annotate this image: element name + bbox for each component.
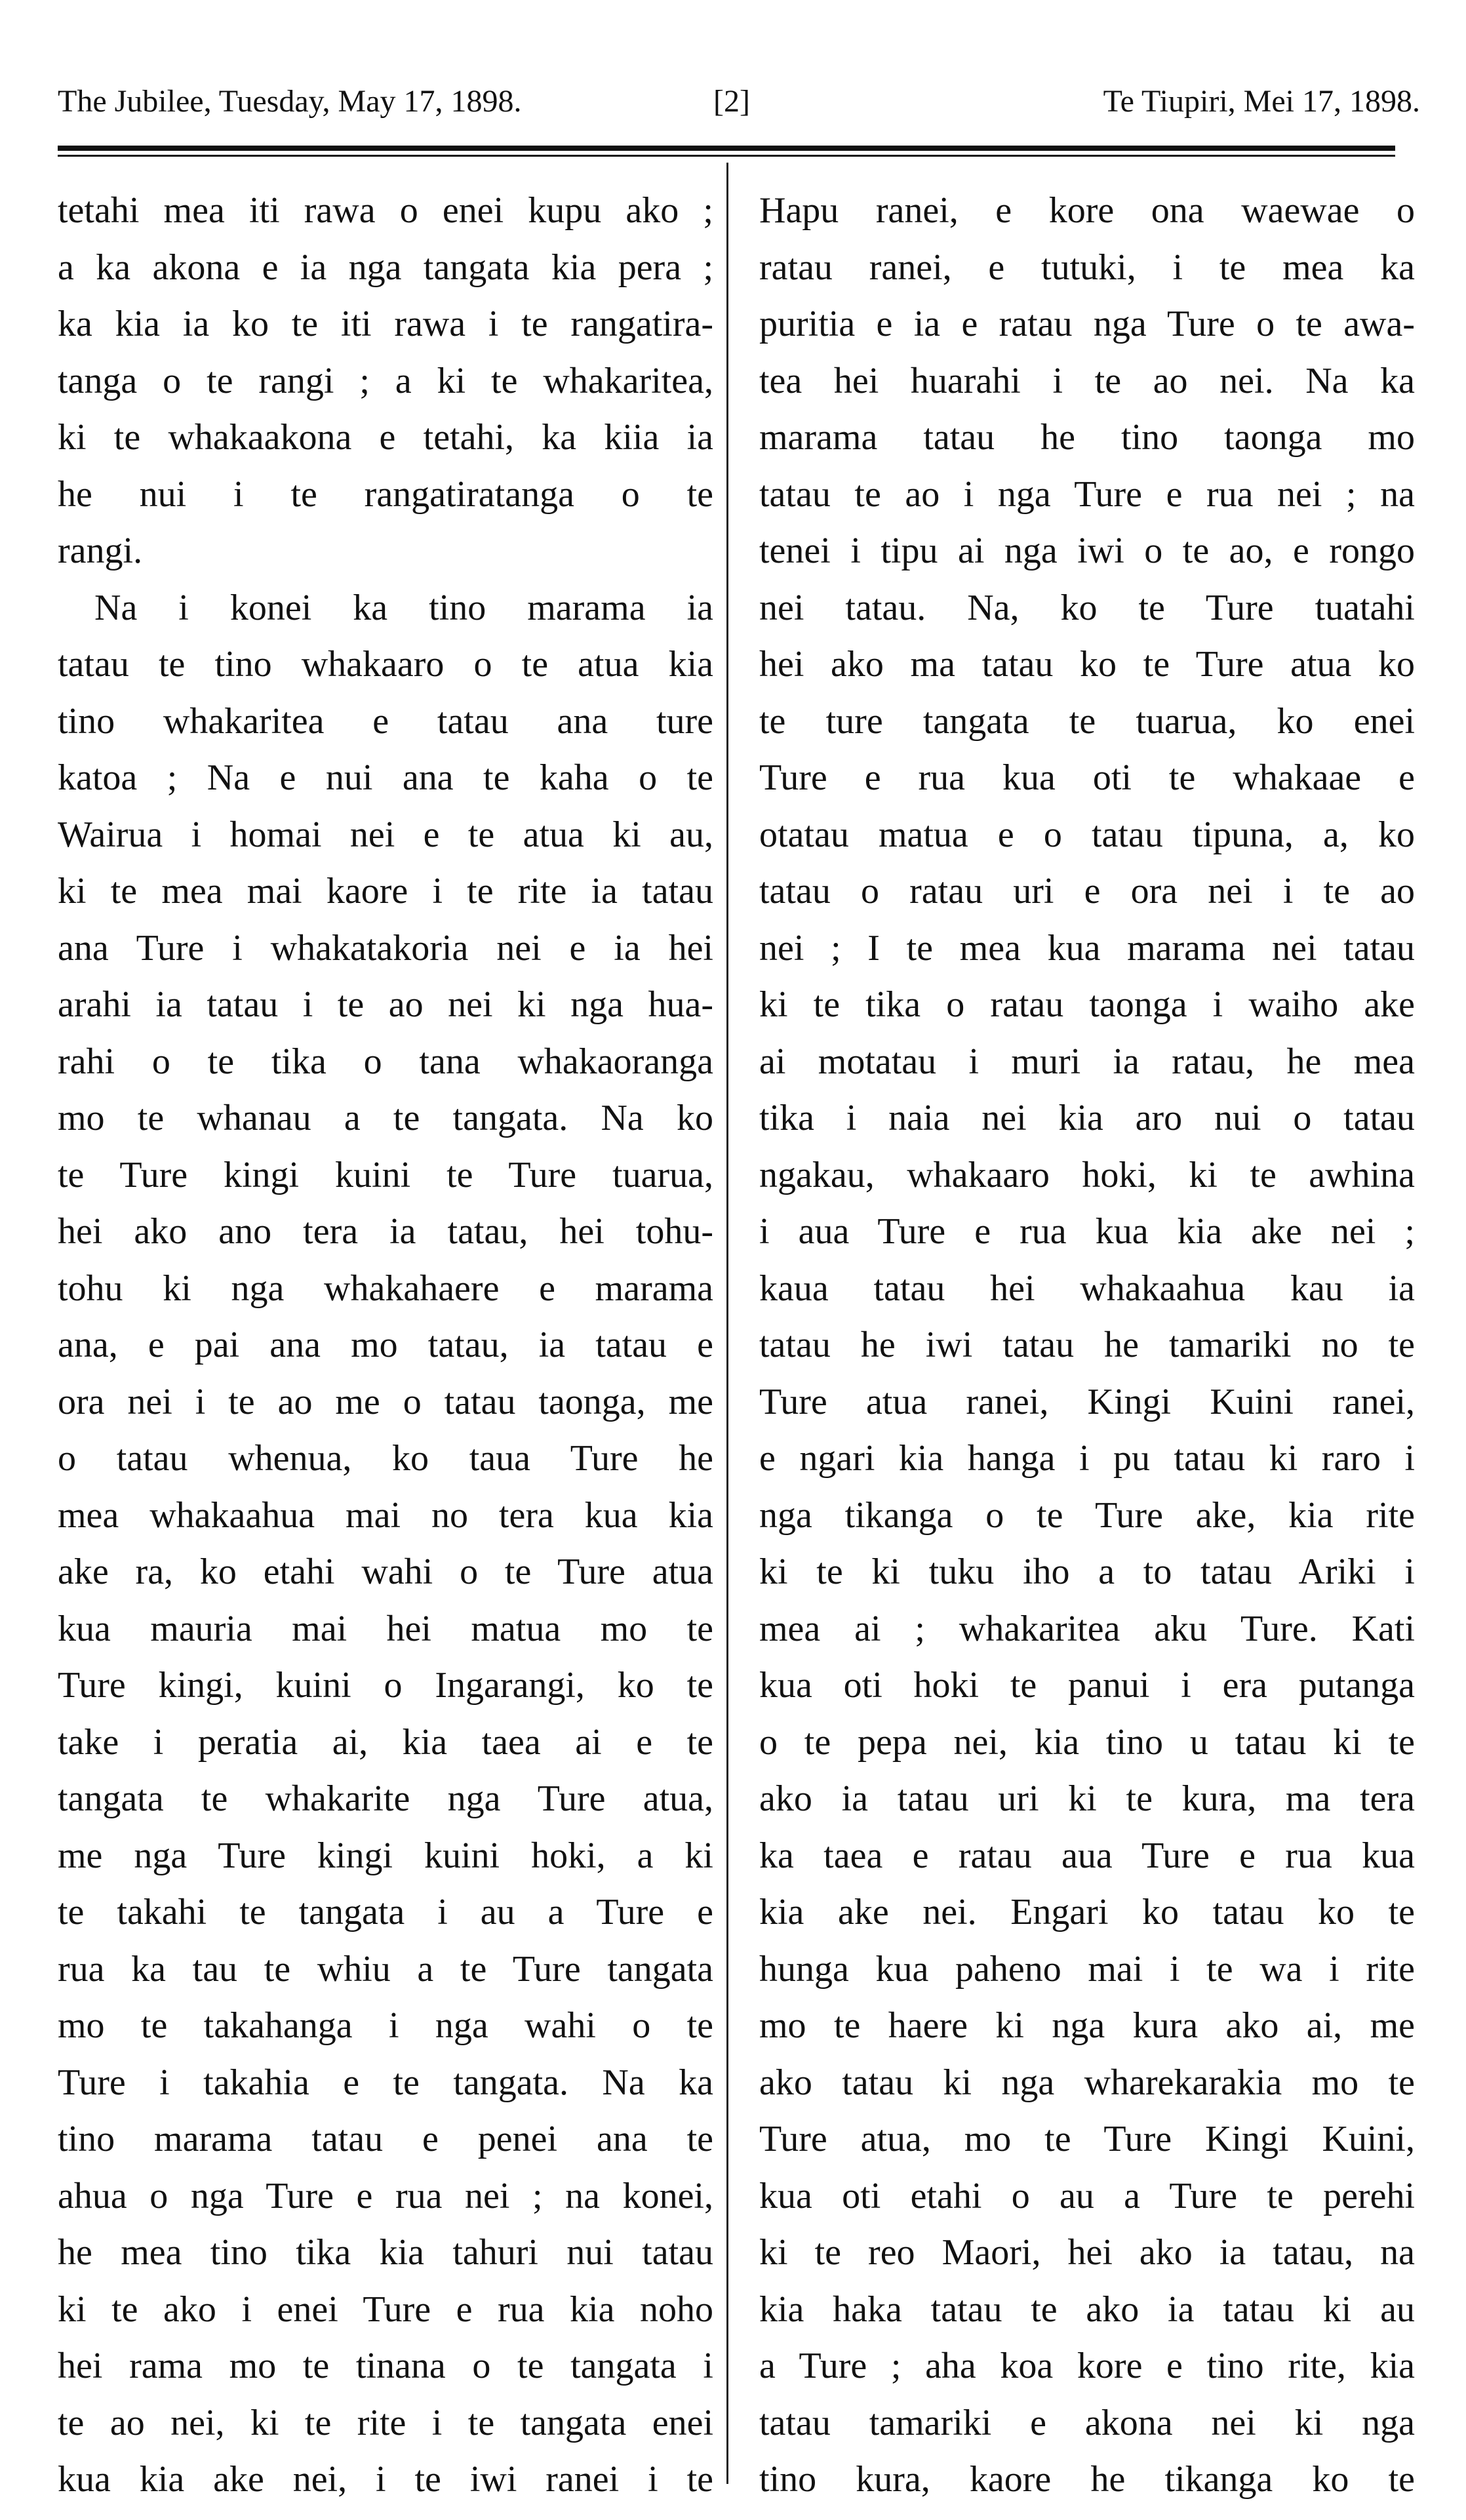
header-rule-thick (58, 146, 1395, 151)
header-rule-thin (58, 155, 1395, 157)
text-line: kua mauria mai hei matua mo te (58, 1608, 713, 1649)
text-line: rua ka tau te whiu a te Ture tangata (58, 1948, 713, 1990)
text-line: tatau tamariki e akona nei ki nga (759, 2402, 1415, 2443)
text-line: tatau he iwi tatau he tamariki no te (759, 1325, 1415, 1365)
page-number: [2] (713, 84, 750, 119)
text-line: ora nei i te ao me o tatau taonga, me (58, 1381, 713, 1422)
text-line: tatau o ratau uri e ora nei i te ao (759, 871, 1415, 911)
text-line: te takahi te tangata i au a Ture e (58, 1892, 713, 1932)
text-line: ratau ranei, e tutuki, i te mea ka (759, 247, 1415, 288)
text-line: kia haka tatau te ako ia tatau ki au (759, 2289, 1415, 2330)
text-line: ana Ture i whakatakoria nei e ia hei (58, 927, 713, 969)
text-line: tatau te ao i nga Ture e rua nei ; na (759, 473, 1415, 515)
text-line: mo te haere ki nga kura ako ai, me (759, 2005, 1415, 2046)
text-line: Wairua i homai nei e te atua ki au, (58, 814, 713, 855)
text-line: ki te ako i enei Ture e rua kia noho (58, 2289, 713, 2330)
text-line: mea whakaahua mai no tera kua kia (58, 1494, 713, 1536)
text-line: ana, e pai ana mo tatau, ia tatau e (58, 1325, 713, 1365)
text-line: ka kia ia ko te iti rawa i te rangatira- (58, 304, 713, 344)
text-line: hei rama mo te tinana o te tangata i (58, 2346, 713, 2386)
text-line: te ao nei, ki te rite i te tangata enei (58, 2402, 713, 2443)
text-line: ka taea e ratau aua Ture e rua kua (759, 1835, 1415, 1876)
text-line: ake ra, ko etahi wahi o te Ture atua (58, 1551, 713, 1592)
text-line: me nga Ture kingi kuini hoki, a ki (58, 1835, 713, 1876)
text-line: tetahi mea iti rawa o enei kupu ako ; (58, 190, 713, 231)
text-line: tino whakaritea e tatau ana ture (58, 700, 713, 742)
text-line: kua oti hoki te panui i era putanga (759, 1665, 1415, 1706)
text-line: kua kia ake nei, i te iwi ranei i te (58, 2459, 713, 2500)
text-line: tanga o te rangi ; a ki te whakaritea, (58, 360, 713, 401)
text-line: kua oti etahi o au a Ture te perehi (759, 2175, 1415, 2216)
text-line: he mea tino tika kia tahuri nui tatau (58, 2232, 713, 2273)
right-column (759, 182, 1415, 2508)
text-line: a ka akona e ia nga tangata kia pera ; (58, 247, 713, 288)
header-maori-title: Te Tiupiri, Mei 17, 1898. (1103, 84, 1420, 119)
text-line: kia ake nei. Engari ko tatau ko te (759, 1892, 1415, 1932)
text-line: Ture atua ranei, Kingi Kuini ranei, (759, 1381, 1415, 1422)
text-line: o tatau whenua, ko taua Ture he (58, 1438, 713, 1479)
text-line: e ngari kia hanga i pu tatau ki raro i (759, 1438, 1415, 1479)
text-line: rangi. (58, 530, 143, 571)
text-line: nga tikanga o te Ture ake, kia rite (759, 1494, 1415, 1536)
text-line: arahi ia tatau i te ao nei ki nga hua- (58, 984, 713, 1025)
text-line: i aua Ture e rua kua kia ake nei ; (759, 1211, 1415, 1252)
text-line: marama tatau he tino taonga mo (759, 417, 1415, 458)
header-english-title: The Jubilee, Tuesday, May 17, 1898. (58, 84, 522, 119)
text-line: tino marama tatau e penei ana te (58, 2119, 713, 2159)
text-line: ako ia tatau uri ki te kura, ma tera (759, 1778, 1415, 1819)
text-line: o te pepa nei, kia tino u tatau ki te (759, 1721, 1415, 1763)
text-line: nei ; I te mea kua marama nei tatau (759, 927, 1415, 969)
text-line: tenei i tipu ai nga iwi o te ao, e rongo (759, 530, 1415, 571)
text-line: ki te whakaakona e tetahi, ka kiia ia (58, 417, 713, 458)
text-line: nei tatau. Na, ko te Ture tuatahi (759, 587, 1415, 628)
text-line: Hapu ranei, e kore ona waewae o (759, 190, 1415, 231)
text-line: Ture i takahia e te tangata. Na ka (58, 2062, 713, 2103)
text-line: tea hei huarahi i te ao nei. Na ka (759, 360, 1415, 401)
left-column (58, 182, 713, 2508)
text-line: tatau te tino whakaaro o te atua kia (58, 644, 713, 685)
text-line: Ture atua, mo te Ture Kingi Kuini, (759, 2119, 1415, 2159)
text-line: tangata te whakarite nga Ture atua, (58, 1778, 713, 1819)
text-line: ako tatau ki nga wharekarakia mo te (759, 2062, 1415, 2103)
text-line: te Ture kingi kuini te Ture tuarua, (58, 1154, 713, 1195)
text-line: hei ako ano tera ia tatau, hei tohu- (58, 1211, 713, 1252)
text-line: ngakau, whakaaro hoki, ki te awhina (759, 1154, 1415, 1195)
text-line: hei ako ma tatau ko te Ture atua ko (759, 644, 1415, 685)
text-line: ki te ki tuku iho a to tatau Ariki i (759, 1551, 1415, 1592)
text-line: puritia e ia e ratau nga Ture o te awa- (759, 304, 1415, 344)
text-line: ahua o nga Ture e rua nei ; na konei, (58, 2175, 713, 2216)
text-line: otatau matua e o tatau tipuna, a, ko (759, 814, 1415, 855)
text-line: tino kura, kaore he tikanga ko te (759, 2459, 1415, 2500)
column-divider (726, 163, 728, 2484)
text-line: a Ture ; aha koa kore e tino rite, kia (759, 2346, 1415, 2386)
text-line: take i peratia ai, kia taea ai e te (58, 1721, 713, 1763)
text-line: Ture kingi, kuini o Ingarangi, ko te (58, 1665, 713, 1706)
page-header (58, 79, 1420, 125)
text-line: te ture tangata te tuarua, ko enei (759, 700, 1415, 742)
text-line: tohu ki nga whakahaere e marama (58, 1268, 713, 1309)
text-line: ki te tika o ratau taonga i waiho ake (759, 984, 1415, 1025)
text-line: ai motatau i muri ia ratau, he mea (759, 1041, 1415, 1082)
text-line: hunga kua paheno mai i te wa i rite (759, 1948, 1415, 1990)
text-line: ki te reo Maori, hei ako ia tatau, na (759, 2232, 1415, 2273)
text-line: rahi o te tika o tana whakaoranga (58, 1041, 713, 1082)
text-line: he nui i te rangatiratanga o te (58, 473, 713, 515)
text-line: Na i konei ka tino marama ia (94, 587, 713, 628)
text-line: tika i naia nei kia aro nui o tatau (759, 1098, 1415, 1138)
text-line: Ture e rua kua oti te whakaae e (759, 757, 1415, 798)
text-line: ki te mea mai kaore i te rite ia tatau (58, 871, 713, 911)
text-line: katoa ; Na e nui ana te kaha o te (58, 757, 713, 798)
text-line: mo te takahanga i nga wahi o te (58, 2005, 713, 2046)
text-line: kaua tatau hei whakaahua kau ia (759, 1268, 1415, 1309)
text-line: mo te whanau a te tangata. Na ko (58, 1098, 713, 1138)
text-line: mea ai ; whakaritea aku Ture. Kati (759, 1608, 1415, 1649)
